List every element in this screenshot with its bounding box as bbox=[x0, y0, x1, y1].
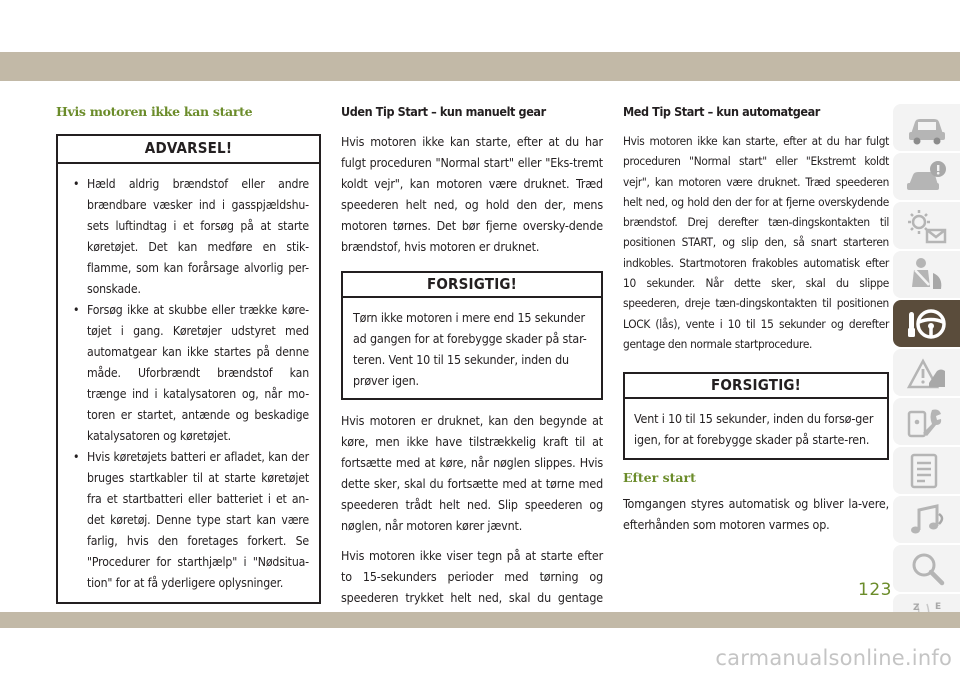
lights-icon bbox=[905, 206, 949, 246]
page-number: 123 bbox=[858, 580, 892, 600]
warning-header: ADVARSEL! bbox=[58, 136, 319, 164]
seatbelt-icon bbox=[905, 255, 949, 295]
warning-body bbox=[58, 164, 319, 602]
chapter-tabs bbox=[893, 104, 960, 643]
tab-dashboard[interactable] bbox=[893, 153, 960, 200]
subsection-title: Uden Tip Start – kun manuelt gear bbox=[341, 104, 546, 119]
index-letter: Z bbox=[912, 602, 920, 613]
tab-seats-safety[interactable] bbox=[893, 251, 960, 298]
warning-triangle-icon bbox=[905, 353, 949, 393]
tab-service[interactable] bbox=[893, 398, 960, 445]
header-band bbox=[0, 52, 960, 81]
warning-item: • Hæld aldrig brændstof eller andre brændbare væsker ind i gasspjældshu-sets luftindtag i et forsøg på at starte køretøjet. Det kan medføre en stik-flamme, som kan forårsage alvorlig per-sonskade. bbox=[68, 174, 309, 300]
tab-specifications[interactable] bbox=[893, 447, 960, 494]
tab-starting-driving[interactable] bbox=[893, 300, 960, 347]
car-info-icon bbox=[905, 157, 949, 197]
warning-item: • Hvis køretøjets batteri er afladet, kan der bruges startkabler til at starte køretøjet fra et startbatteri eller batteriet i et an-det køretøj. Denne type start kan være farlig, hvis den foretages forkert. Se "Procedurer for starthjælp" i "Nødsitua-tion" for at få yderligere oplysninger. bbox=[68, 447, 309, 594]
paragraph: Hvis motoren ikke kan starte, efter at du har fulgt proceduren "Normal start" eller "Ekstremt koldt vejr", kan motoren være druknet. Træd speederen helt ned, og hold den der for at fjerne overskydende brændstof. Drej derefter tæn-dingskontakten til positionen START, og slip den, så snart starteren indkobles. Startmotoren frakobles automatisk efter 10 sekunder. Når dette sker, skal du slippe speederen, dreje tæn-dingskontakten til positionen LOCK (lås), vente i 10 til 15 sekunder og derefter gentage den normale startprocedure. bbox=[623, 134, 889, 351]
tab-emergency[interactable] bbox=[893, 349, 960, 396]
caution-box bbox=[341, 271, 603, 400]
caution-body: Tørn ikke motoren i mere end 15 sekunder ad gangen for at forebygge skader på star-teren. Vent 10 til 15 sekunder, inden du prøver igen. bbox=[353, 310, 587, 388]
watermark: carmanualsonline.info bbox=[715, 646, 952, 670]
section-title: Efter start bbox=[623, 470, 696, 486]
page-top-margin bbox=[0, 0, 960, 52]
caution-body: Vent i 10 til 15 sekunder, inden du forsø-ger igen, for at forebygge skader på starte-ren. bbox=[634, 411, 874, 448]
warning-list bbox=[68, 174, 309, 594]
paragraph: Tomgangen styres automatisk og bliver la-vere, efterhånden som motoren varmes op. bbox=[623, 496, 889, 533]
warning-item: • Forsøg ikke at skubbe eller trække køre-tøjet i gang. Køretøjer udstyret med automatgear kan ikke startes på denne måde. Uforbrændt brændstof kan trænge ind i katalysatoren og, når mo-toren er startet, antænde og beskadige katalysatoren og køretøjet. bbox=[68, 300, 309, 447]
list-icon bbox=[905, 451, 949, 491]
index-letter: E bbox=[934, 601, 941, 612]
caution-header: FORSIGTIG! bbox=[625, 374, 887, 399]
tab-customer-info[interactable] bbox=[893, 545, 960, 592]
caution-header: FORSIGTIG! bbox=[343, 273, 601, 298]
music-icon bbox=[905, 500, 949, 540]
wrench-icon bbox=[905, 402, 949, 442]
column-1 bbox=[56, 104, 321, 604]
column-2 bbox=[341, 104, 603, 659]
tab-safety-lights[interactable] bbox=[893, 202, 960, 249]
paragraph: Hvis motoren ikke kan starte, efter at du har fulgt proceduren "Normal start" eller "Eks-tremt koldt vejr", kan motoren være druknet. Træd speederen helt ned, og hold den der, mens motoren tørnes. Det bør fjerne oversky-dende brændstof, hvis motoren er druknet. bbox=[341, 134, 603, 254]
tab-vehicle[interactable] bbox=[893, 104, 960, 151]
car-icon bbox=[905, 108, 949, 148]
section-title: Hvis motoren ikke kan starte bbox=[56, 104, 253, 119]
paragraph: Hvis motoren ikke viser tegn på at starte efter to 15-sekunders perioder med tørning og speederen trykket helt ned, skal du gentage bbox=[341, 548, 603, 605]
warning-box bbox=[56, 134, 321, 604]
subsection-title: Med Tip Start – kun automatgear bbox=[623, 104, 820, 119]
column-3 bbox=[623, 104, 889, 544]
magnifier-icon bbox=[905, 549, 949, 589]
caution-box bbox=[623, 372, 889, 460]
paragraph: Hvis motoren er druknet, kan den begynde at køre, men ikke have tilstrækkelig kraft til at fortsætte med at køre, når nøglen slippes. Hvis dette sker, skal du fortsætte med at tørne med speederen trådt helt ned. Slip speederen og nøglen, når motoren kører jævnt. bbox=[341, 413, 603, 533]
steering-wheel-icon bbox=[905, 304, 949, 344]
tab-multimedia[interactable] bbox=[893, 496, 960, 543]
footer-band bbox=[0, 612, 960, 628]
